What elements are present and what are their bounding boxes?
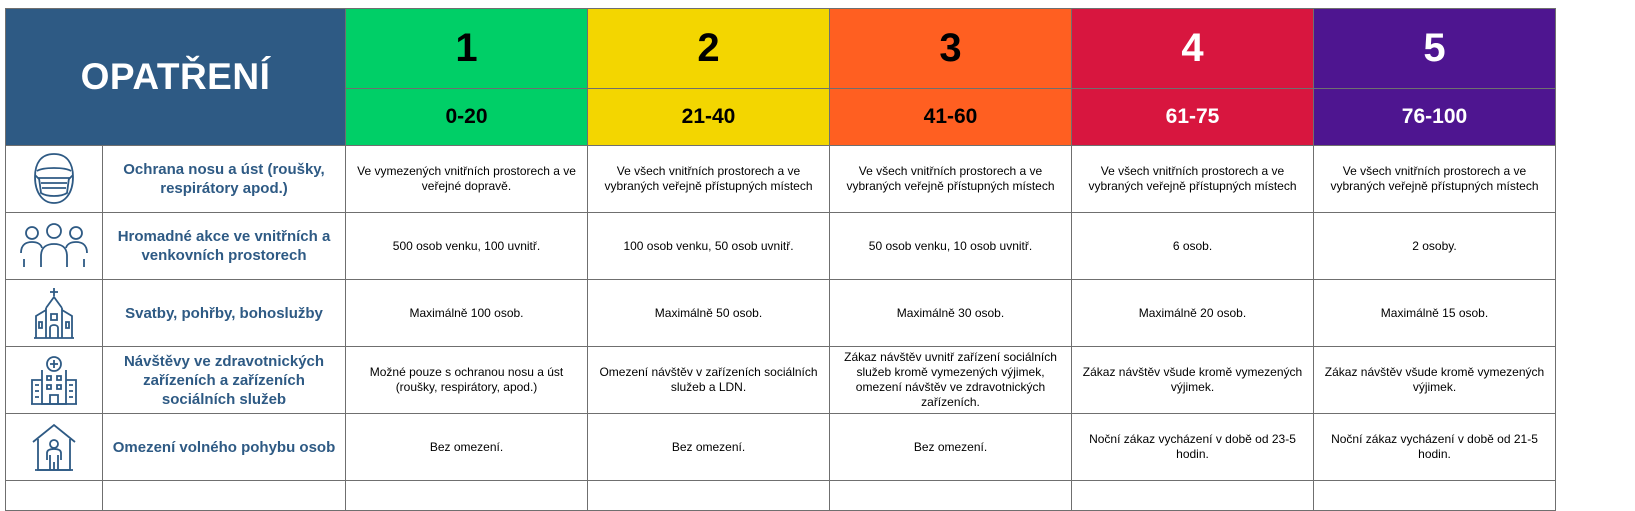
cell-level-4: Noční zákaz vycházení v době od 23-5 hodin.: [1072, 414, 1314, 481]
level-5-number: 5: [1314, 9, 1556, 89]
row-label: Svatby, pohřby, bohoslužby: [103, 280, 346, 347]
cell-level-3: Maximálně 30 osob.: [830, 280, 1072, 347]
table-row: [6, 146, 1556, 213]
level-4-range: 61-75: [1072, 89, 1314, 146]
empty-cell: [346, 481, 588, 511]
empty-cell: [588, 481, 830, 511]
cell-level-3: Ve všech vnitřních prostorech a ve vybraných veřejně přístupných místech: [830, 146, 1072, 213]
empty-cell: [103, 481, 346, 511]
level-number-row: [6, 9, 1556, 89]
table-row: [6, 280, 1556, 347]
cell-level-5: 2 osoby.: [1314, 213, 1556, 280]
empty-cell: [1314, 481, 1556, 511]
cell-level-3: 50 osob venku, 10 osob uvnitř.: [830, 213, 1072, 280]
table-row: [6, 213, 1556, 280]
cell-level-3: Zákaz návštěv uvnitř zařízení sociálních služeb kromě vymezených výjimek, omezení návštěv ve zdravotnických zařízeních.: [830, 347, 1072, 414]
cell-level-5: Noční zákaz vycházení v době od 21-5 hodin.: [1314, 414, 1556, 481]
table-row: [6, 347, 1556, 414]
cell-level-1: Maximálně 100 osob.: [346, 280, 588, 347]
table-row-partial: [6, 481, 1556, 511]
cell-level-3: Bez omezení.: [830, 414, 1072, 481]
cell-level-1: Možné pouze s ochranou nosu a úst (roušky, respirátory, apod.): [346, 347, 588, 414]
cell-level-5: Zákaz návštěv všude kromě vymezených výjimek.: [1314, 347, 1556, 414]
group-people-icon: [6, 213, 103, 280]
cell-level-4: Maximálně 20 osob.: [1072, 280, 1314, 347]
level-2-range: 21-40: [588, 89, 830, 146]
cell-level-2: 100 osob venku, 50 osob uvnitř.: [588, 213, 830, 280]
cell-level-2: Bez omezení.: [588, 414, 830, 481]
row-label: Návštěvy ve zdravotnických zařízeních a zařízeních sociálních služeb: [103, 347, 346, 414]
level-4-number: 4: [1072, 9, 1314, 89]
empty-cell: [1072, 481, 1314, 511]
cell-level-5: Ve všech vnitřních prostorech a ve vybraných veřejně přístupných místech: [1314, 146, 1556, 213]
cell-level-2: Ve všech vnitřních prostorech a ve vybraných veřejně přístupných místech: [588, 146, 830, 213]
cell-level-2: Omezení návštěv v zařízeních sociálních služeb a LDN.: [588, 347, 830, 414]
level-1-number: 1: [346, 9, 588, 89]
level-1-range: 0-20: [346, 89, 588, 146]
row-label: Hromadné akce ve vnitřních a venkovních prostorech: [103, 213, 346, 280]
cell-level-2: Maximálně 50 osob.: [588, 280, 830, 347]
person-in-house-icon: [6, 414, 103, 481]
cell-level-4: Ve všech vnitřních prostorech a ve vybraných veřejně přístupných místech: [1072, 146, 1314, 213]
level-5-range: 76-100: [1314, 89, 1556, 146]
empty-cell: [830, 481, 1072, 511]
cell-level-1: Ve vymezených vnitřních prostorech a ve veřejné dopravě.: [346, 146, 588, 213]
cell-level-4: Zákaz návštěv všude kromě vymezených výjimek.: [1072, 347, 1314, 414]
level-2-number: 2: [588, 9, 830, 89]
church-icon: [6, 280, 103, 347]
row-label: Omezení volného pohybu osob: [103, 414, 346, 481]
row-label: Ochrana nosu a úst (roušky, respirátory apod.): [103, 146, 346, 213]
cell-level-1: Bez omezení.: [346, 414, 588, 481]
corner-title: OPATŘENÍ: [6, 9, 346, 146]
cell-level-5: Maximálně 15 osob.: [1314, 280, 1556, 347]
cell-level-4: 6 osob.: [1072, 213, 1314, 280]
level-3-range: 41-60: [830, 89, 1072, 146]
face-mask-icon: [6, 146, 103, 213]
table-row: [6, 414, 1556, 481]
measures-table: [5, 8, 1556, 511]
level-3-number: 3: [830, 9, 1072, 89]
empty-cell: [6, 481, 103, 511]
cell-level-1: 500 osob venku, 100 uvnitř.: [346, 213, 588, 280]
hospital-icon: [6, 347, 103, 414]
